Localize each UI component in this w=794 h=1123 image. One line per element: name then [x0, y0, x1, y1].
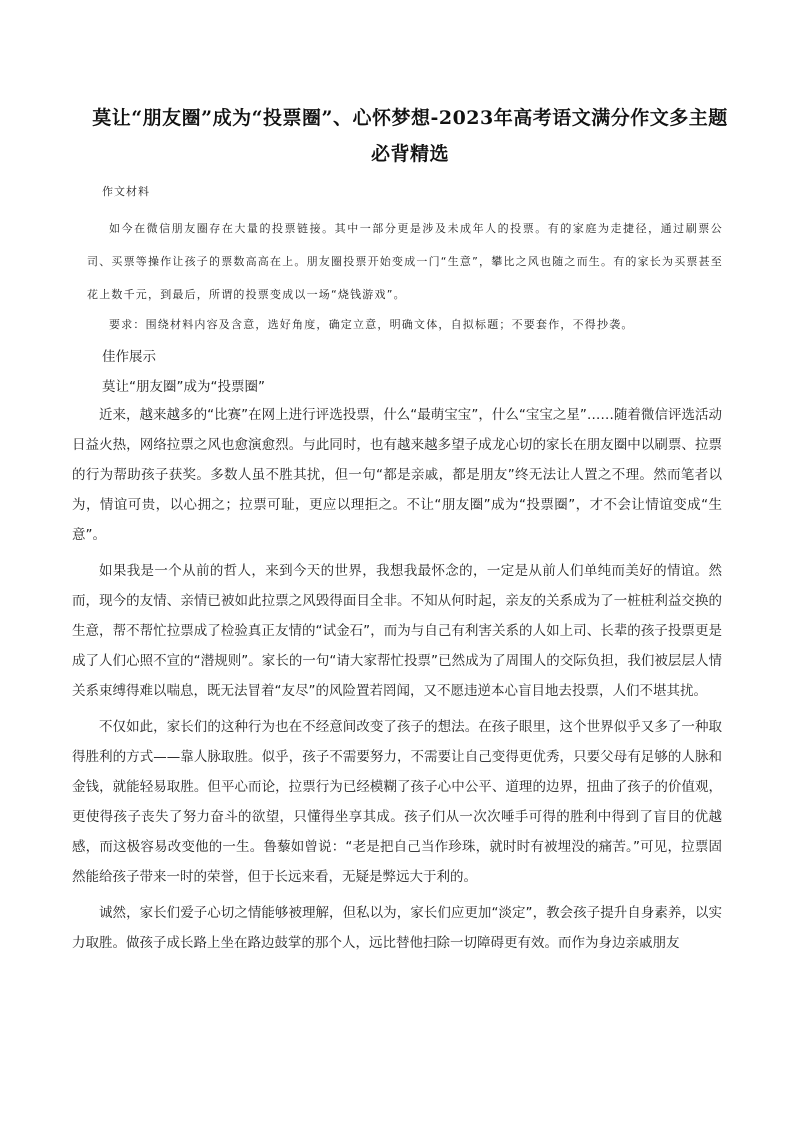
- showcase-label: 佳作展示: [102, 349, 156, 365]
- essay-paragraph: 诚然，家长们爱子心切之情能够被理解，但私以为，家长们应更加“淡定”，教会孩子提升自身素养，以实力取胜。做孩子成长路上坐在路边鼓掌的那个人，远比替他扫除一切障碍更有效。而作为身边亲戚朋友: [72, 905, 722, 951]
- essay-paragraph: 不仅如此，家长们的这种行为也在不经意间改变了孩子的想法。在孩子眼里，这个世界似乎又多了一种取得胜利的方式——靠人脉取胜。似乎，孩子不需要努力，不需要让自己变得更优秀，只要父母有足够的人脉和金钱，就能轻易取胜。但平心而论，拉票行为已经模糊了孩子心中公平、道理的边界，扭曲了孩子的价值观，更使得孩子丧失了努力奋斗的欲望，只懂得坐享其成。孩子们从一次次唾手可得的胜利中得到了盲目的优越感，而这极容易改变他的一生。鲁藜如曾说：“老是把自己当作珍珠，就时时有被埋没的痛苦。”可见，拉票固然能给孩子带来一时的荣誉，但于长远来看，无疑是弊远大于利的。: [72, 719, 722, 885]
- essay-title: 莫让“朋友圈”成为“投票圈”: [102, 379, 265, 395]
- document-title: 莫让“朋友圈”成为“投票圈”、心怀梦想-2023年高考语文满分作文多主题必背精选: [92, 107, 728, 165]
- essay-paragraph: 如果我是一个从前的哲人，来到今天的世界，我想我最怀念的，一定是从前人们单纯而美好的情谊。然而，现今的友情、亲情已被如此拉票之风毁得面目全非。不知从何时起，亲友的关系成为了一桩桩利益交换的生意，帮不帮忙拉票成了检验真正友情的“试金石”，而为与自己有利害关系的人如上司、长辈的孩子投票更是成了人们心照不宣的“潜规则”。家长的一句“请大家帮忙投票”已然成为了周围人的交际负担，我们被层层人情关系束缚得难以喘息，既无法冒着“友尽”的风险置若罔闻，又不愿违逆本心盲目地去投票，人们不堪其扰。: [72, 563, 722, 699]
- essay-paragraph: 近来，越来越多的“比赛”在网上进行评选投票，什么“最萌宝宝”，什么“宝宝之星”……随着微信评选活动日益火热，网络拉票之风也愈演愈烈。与此同时，也有越来越多望子成龙心切的家长在朋友圈中以刷票、拉票的行为帮助孩子获奖。多数人虽不胜其扰，但一句“都是亲戚，都是朋友”终无法让人置之不理。然而笔者以为，情谊可贵，以心拥之；拉票可耻，更应以理拒之。不让“朋友圈”成为“投票圈”，才不会让情谊变成“生意”。: [72, 407, 722, 543]
- requirement-text: 要求：围绕材料内容及含意，选好角度，确定立意，明确文体，自拟标题；不要套作，不得抄袭。: [109, 318, 634, 331]
- material-label: 作文材料: [102, 185, 150, 198]
- requirement-block: [87, 308, 723, 341]
- material-block: [87, 212, 723, 311]
- essay-body: [72, 400, 722, 964]
- material-paragraph: 如今在微信朋友圈存在大量的投票链接。其中一部分更是涉及未成年人的投票。有的家庭为走捷径，通过刷票公司、买票等操作让孩子的票数高高在上。朋友圈投票开始变成一门“生意”，攀比之风也随之而生。有的家长为买票甚至花上数千元，到最后，所谓的投票变成以一场“烧钱游戏”。: [87, 222, 723, 301]
